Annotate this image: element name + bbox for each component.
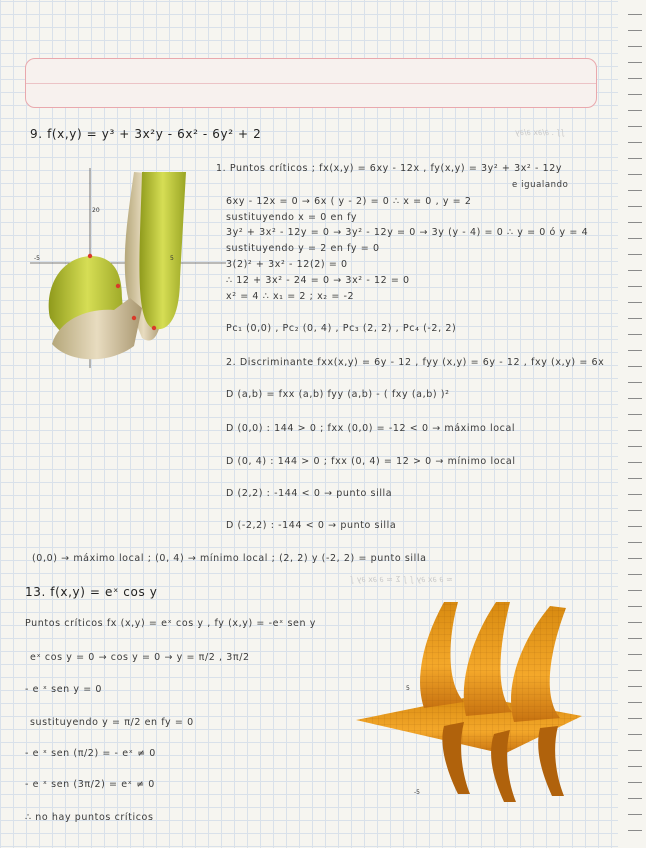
bleed-through-text: ≈ ∂ ∂x ∂y ∫ ∫ Σ ≈ ∂ ∂x ∂y ∫ [350,575,453,584]
problem-9-summary: (0,0) → máximo local ; (0, 4) → mínimo local ; (2, 2) y (-2, 2) = punto silla [32,553,427,564]
problem-13-line-6: - e ˣ sen (3π/2) = eˣ ≠ 0 [25,779,155,790]
tick-label-20: 20 [92,207,100,214]
problem-9-line-4: sustituyendo y = 2 en fy = 0 [226,243,380,254]
problem-13-line-4: sustituyendo y = π/2 en fy = 0 [30,717,194,728]
page-header-box [25,58,597,108]
discriminant-point-1: D (0,0) : 144 > 0 ; fxx (0,0) = -12 < 0 → máximo local [226,423,516,434]
problem-13-line-7: ∴ no hay puntos críticos [25,812,154,823]
problem-13-title: 13. f(x,y) = eˣ cos y [25,585,158,599]
problem-13-line-1: Puntos críticos fx (x,y) = eˣ cos y , fy (x,y) = -eˣ sen y [25,618,316,629]
problem-9-step1b: e igualando [512,180,569,190]
problem-13-line-2: eˣ cos y = 0 → cos y = 0 → y = π/2 , 3π/2 [30,652,250,663]
problem-9-line-2: sustituyendo x = 0 en fy [226,212,358,223]
surface-plot-9 [30,168,226,368]
discriminant-point-4: D (-2,2) : -144 < 0 → punto silla [226,520,397,531]
problem-9-line-6: ∴ 12 + 3x² - 24 = 0 → 3x² - 12 = 0 [226,275,410,286]
problem-9-line-5: 3(2)² + 3x² - 12(2) = 0 [226,259,348,270]
discriminant-formula: D (a,b) = fxx (a,b) fyy (a,b) - ( fxy (a,b) )² [226,389,450,400]
problem-9-step2: 2. Discriminante fxx(x,y) = 6y - 12 , fyy (x,y) = 6y - 12 , fxy (x,y) = 6x [226,357,605,368]
discriminant-point-2: D (0, 4) : 144 > 0 ; fxx (0, 4) = 12 > 0 → mínimo local [226,456,516,467]
bleed-through-text: ∫∫ . ∂/∂x ∂/∂y [515,128,565,137]
tick-label-neg5: -5 [414,789,420,796]
critical-points: Pc₁ (0,0) , Pc₂ (0, 4) , Pc₃ (2, 2) , Pc₄ (-2, 2) [226,323,457,334]
tick-label-neg5: -5 [34,255,40,262]
discriminant-point-3: D (2,2) : -144 < 0 → punto silla [226,488,393,499]
problem-9-step1: 1. Puntos críticos ; fx(x,y) = 6xy - 12x , fy(x,y) = 3y² + 3x² - 12y [216,163,563,174]
problem-9-title: 9. f(x,y) = y³ + 3x²y - 6x² - 6y² + 2 [30,127,262,141]
tick-label-5: 5 [406,685,410,692]
surface-plot-13 [354,598,586,804]
problem-9-line-3: 3y² + 3x² - 12y = 0 → 3y² - 12y = 0 → 3y (y - 4) = 0 ∴ y = 0 ó y = 4 [226,227,589,238]
problem-13-line-3: - e ˣ sen y = 0 [25,684,103,695]
problem-9-line-1: 6xy - 12x = 0 → 6x ( y - 2) = 0 ∴ x = 0 , y = 2 [226,196,472,207]
tick-label-5: 5 [170,255,174,262]
problem-13-line-5: - e ˣ sen (π/2) = - eˣ ≠ 0 [25,748,156,759]
notebook-binding [618,0,646,848]
problem-9-line-7: x² = 4 ∴ x₁ = 2 ; x₂ = -2 [226,291,355,302]
